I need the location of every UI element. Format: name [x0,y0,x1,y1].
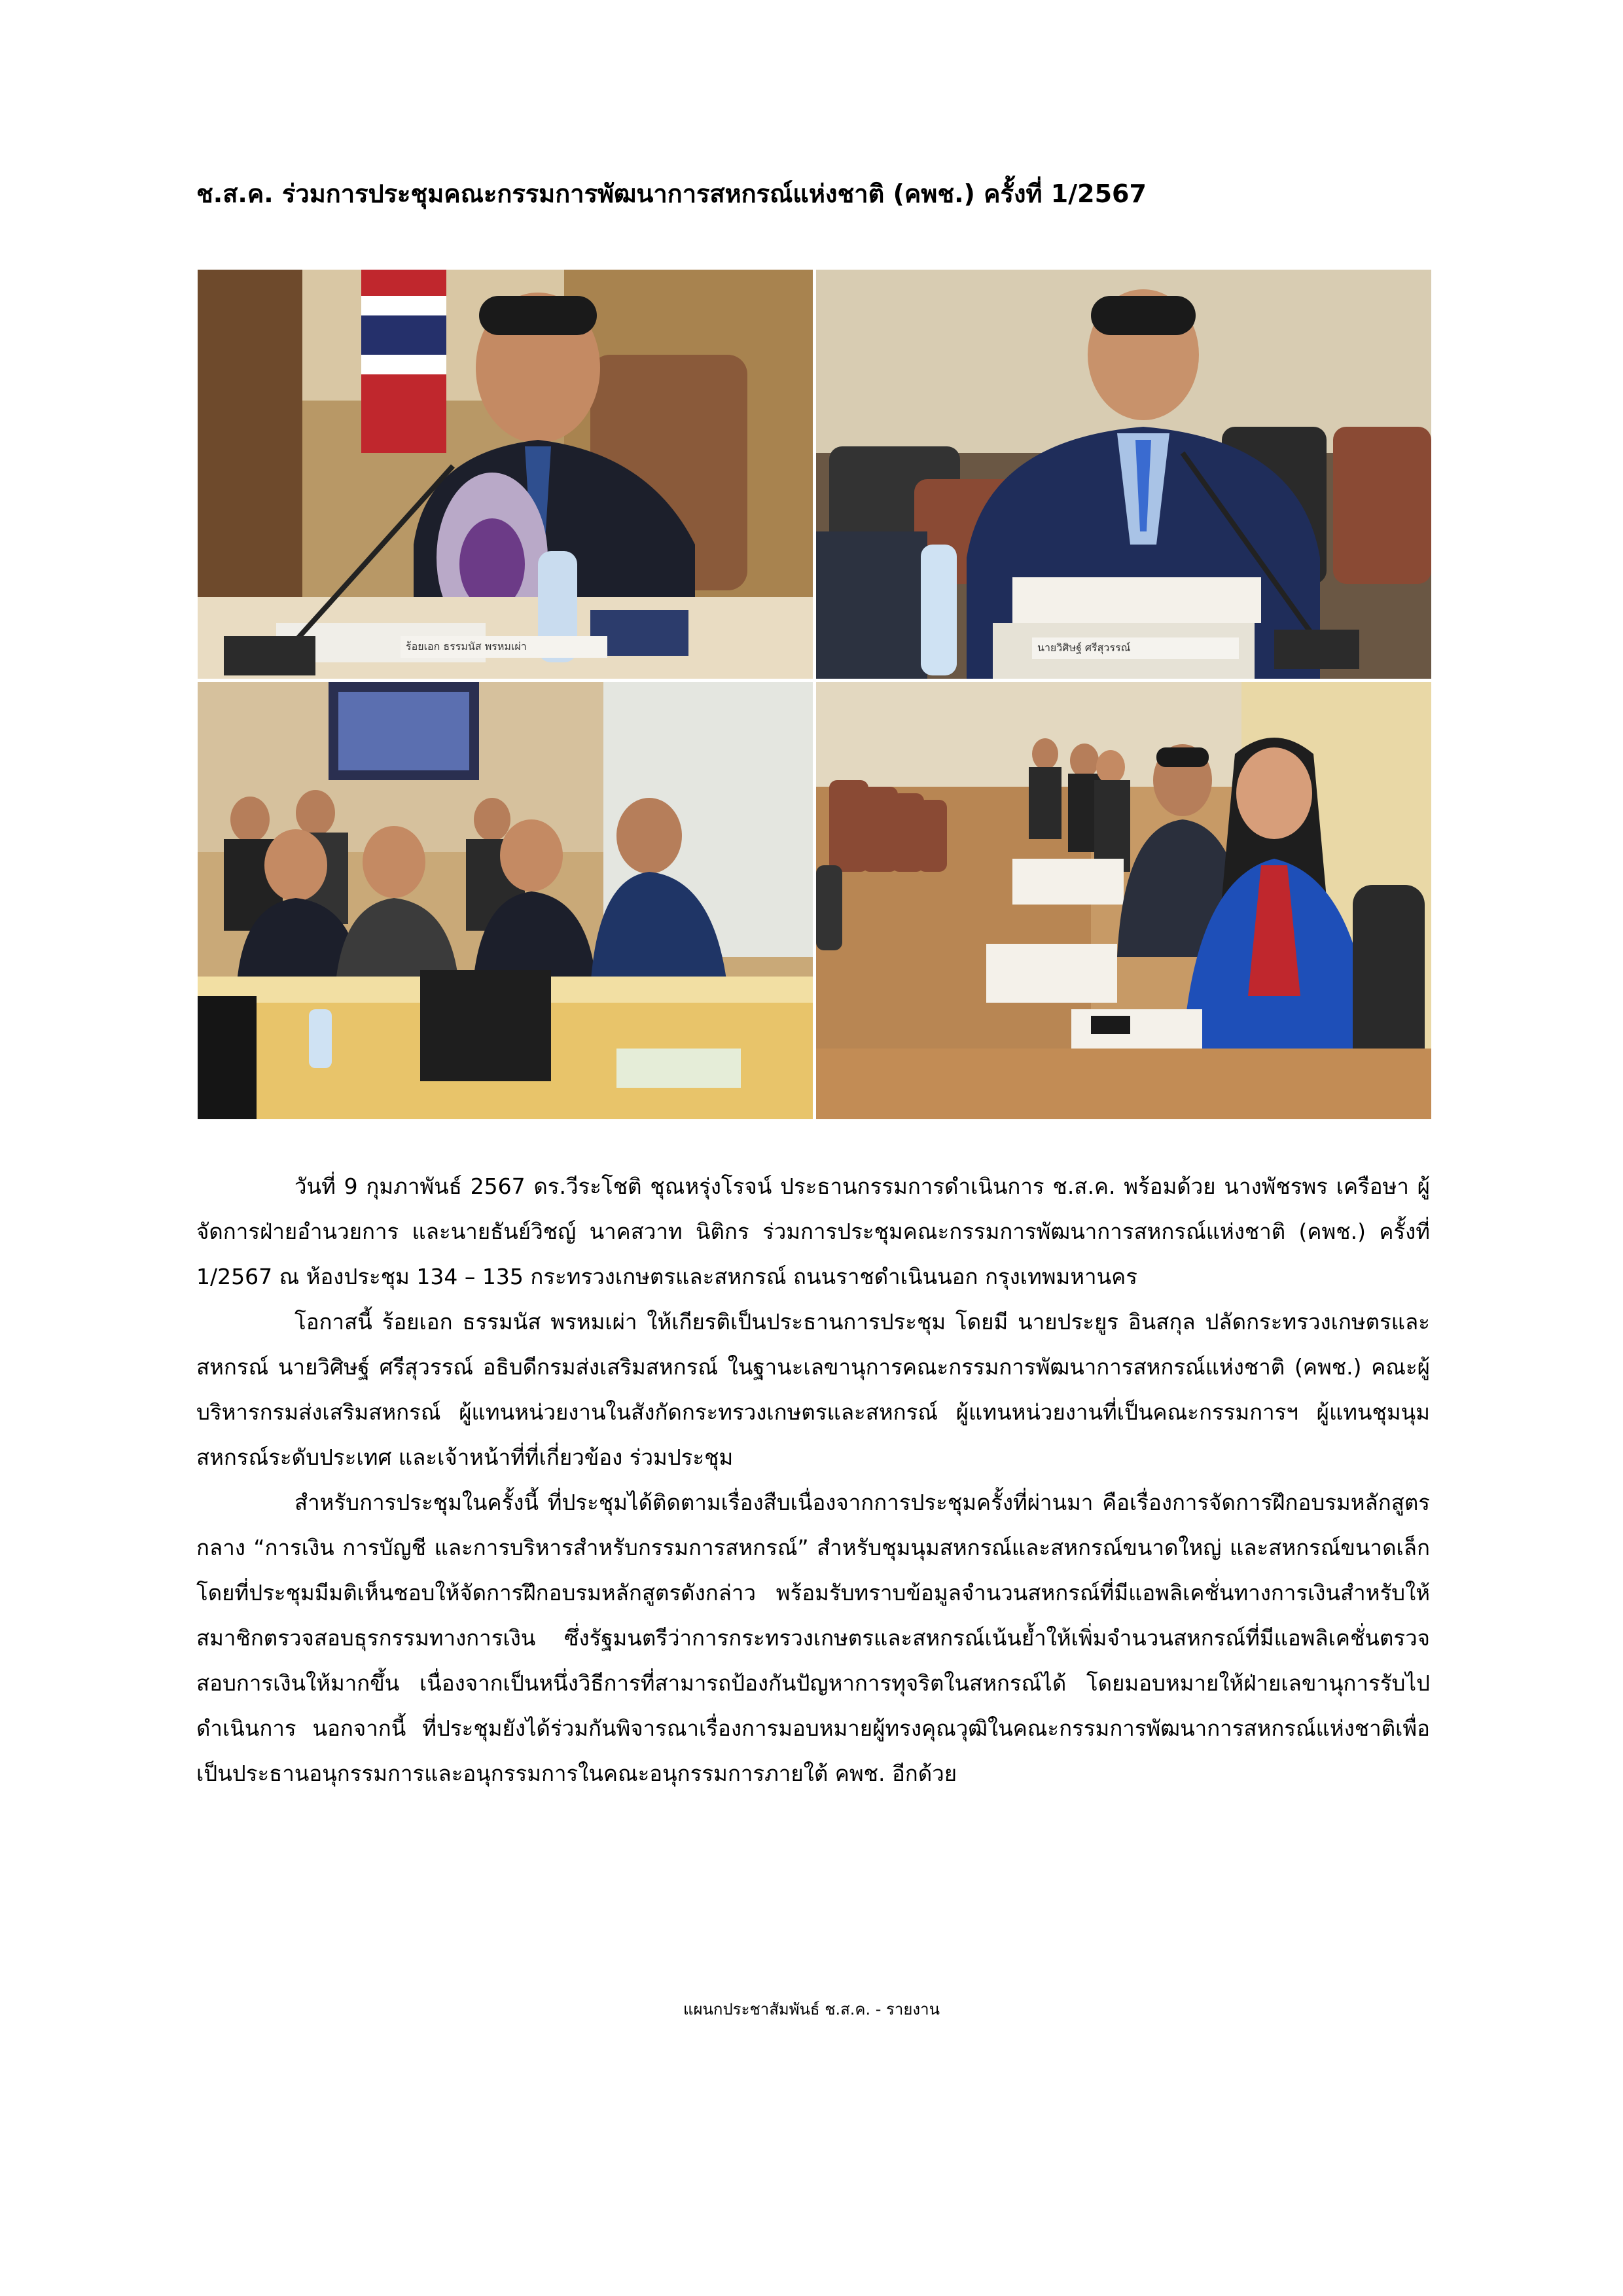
paragraph-3: สำหรับการประชุมในครั้งนี้ ที่ประชุมได้ติดตามเรื่องสืบเนื่องจากการประชุมครั้งที่ผ่านมา คือเรื่องการจัดการฝึกอบรมหลักสูตร กลาง “การเงิน การบัญชี และการบริหารสำหรับกรรมการสหกรณ์” สำหรับชุมนุมสหกรณ์และสหกรณ์ขนาดใหญ่ และสหกรณ์ขนาดเล็ก โดยที่ประชุมมีมติเห็นชอบให้จัดการฝึกอบรมหลักสูตรดังกล่าว พร้อมรับทราบข้อมูลจำนวนสหกรณ์ที่มีแอพลิเคชั่นทางการเงินสำหรับให้สมาชิกตรวจสอบธุรกรรมทางการเงิน ซึ่งรัฐมนตรีว่าการกระทรวงเกษตรและสหกรณ์เน้นย้ำให้เพิ่มจำนวนสหกรณ์ที่มีแอพลิเคชั่นตรวจสอบการเงินให้มากขึ้น เนื่องจากเป็นหนึ่งวิธีการที่สามารถป้องกันปัญหาการทุจริตในสหกรณ์ได้ โดยมอบหมายให้ฝ่ายเลขานุการรับไปดำเนินการ นอกจากนี้ ที่ประชุมยังได้ร่วมกันพิจารณาเรื่องการมอบหมายผู้ทรงคุณวุฒิในคณะกรรมการพัฒนาการสหกรณ์แห่งชาติเพื่อเป็นประธานอนุกรรมการและอนุกรรมการในคณะอนุกรรมการภายใต้ คพช. อีกด้วย [196,1490,1430,1786]
paragraph-2: โอกาสนี้ ร้อยเอก ธรรมนัส พรหมเผ่า ให้เกียรติเป็นประธานการประชุม โดยมี นายประยูร อินสกุล ปลัดกระทรวงเกษตรและสหกรณ์ นายวิศิษฐ์ ศรีสุวรรณ์ อธิบดีกรมส่งเสริมสหกรณ์ ในฐานะเลขานุการคณะกรรมการพัฒนาการสหกรณ์แห่งชาติ (คพช.) คณะผู้บริหารกรมส่งเสริมสหกรณ์ ผู้แทนหน่วยงานในสังกัดกระทรวงเกษตรและสหกรณ์ ผู้แทนหน่วยงานที่เป็นคณะกรรมการฯ ผู้แทนชุมนุมสหกรณ์ระดับประเทศ และเจ้าหน้าที่ที่เกี่ยวข้อง ร่วมประชุม [196,1309,1430,1470]
photo-director-general-reading [816,270,1431,679]
document-title: ช.ส.ค. ร่วมการประชุมคณะกรรมการพัฒนาการสหกรณ์แห่งชาติ (คพช.) ครั้งที่ 1/2567 [196,179,1147,208]
name-plate-photo-1: ร้อยเอก ธรรมนัส พรหมเผ่า [401,636,607,658]
photo-representatives-at-table [198,682,813,1119]
photo-representatives-at-table-image [198,682,813,1119]
report-credit-footer: แผนกประชาสัมพันธ์ ช.ส.ค. - รายงาน [683,2000,940,2018]
photo-chairman-speaking-image [198,270,813,679]
photo-meeting-room-attendees-image [816,682,1431,1119]
photo-chairman-speaking [198,270,813,679]
photo-director-general-reading-image [816,270,1431,679]
article-body [196,1164,1430,1796]
paragraph-1: วันที่ 9 กุมภาพันธ์ 2567 ดร.วีระโชติ ชุณหรุ่งโรจน์ ประธานกรรมการดำเนินการ ช.ส.ค. พร้อมด้วย นางพัชรพร เครือษา ผู้จัดการฝ่ายอำนวยการ และนายธันย์วิชญ์ นาคสวาท นิติกร ร่วมการประชุมคณะกรรมการพัฒนาการสหกรณ์แห่งชาติ (คพช.) ครั้งที่ 1/2567 ณ ห้องประชุม 134 – 135 กระทรวงเกษตรและสหกรณ์ ถนนราชดำเนินนอก กรุงเทพมหานคร [196,1174,1430,1289]
photo-meeting-room-attendees [816,682,1431,1119]
name-plate-photo-2: นายวิศิษฐ์ ศรีสุวรรณ์ [1032,637,1239,659]
